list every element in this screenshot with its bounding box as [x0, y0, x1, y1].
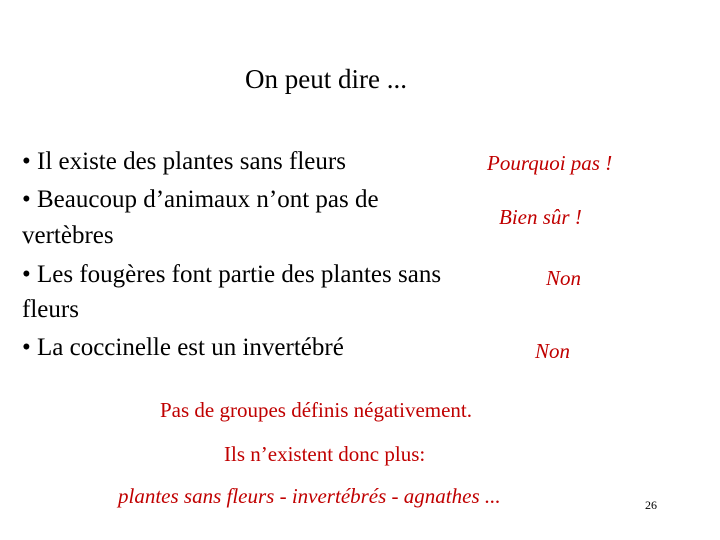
answer-1: Pourquoi pas ! [487, 151, 613, 175]
bullet-3-line2: fleurs [22, 296, 79, 323]
conclusion-line-2: Ils n’existent donc plus: [224, 442, 426, 466]
page-number: 26 [645, 498, 657, 512]
bullet-3-line1: • Les fougères font partie des plantes sans [22, 261, 442, 288]
answer-3: Non [546, 266, 582, 290]
answer-4: Non [535, 339, 571, 363]
bullet-4: • La coccinelle est un invertébré [22, 334, 344, 361]
bullet-2-line2: vertèbres [22, 222, 114, 249]
answer-2: Bien sûr ! [499, 205, 582, 229]
bullet-2-line1: • Beaucoup d’animaux n’ont pas de [22, 186, 379, 213]
slide-title: On peut dire ... [245, 64, 407, 94]
bullet-1: • Il existe des plantes sans fleurs [22, 148, 346, 175]
conclusion-line-1: Pas de groupes définis négativement. [160, 398, 473, 422]
conclusion-line-3: plantes sans fleurs - invertébrés - agnathes ... [118, 484, 501, 508]
